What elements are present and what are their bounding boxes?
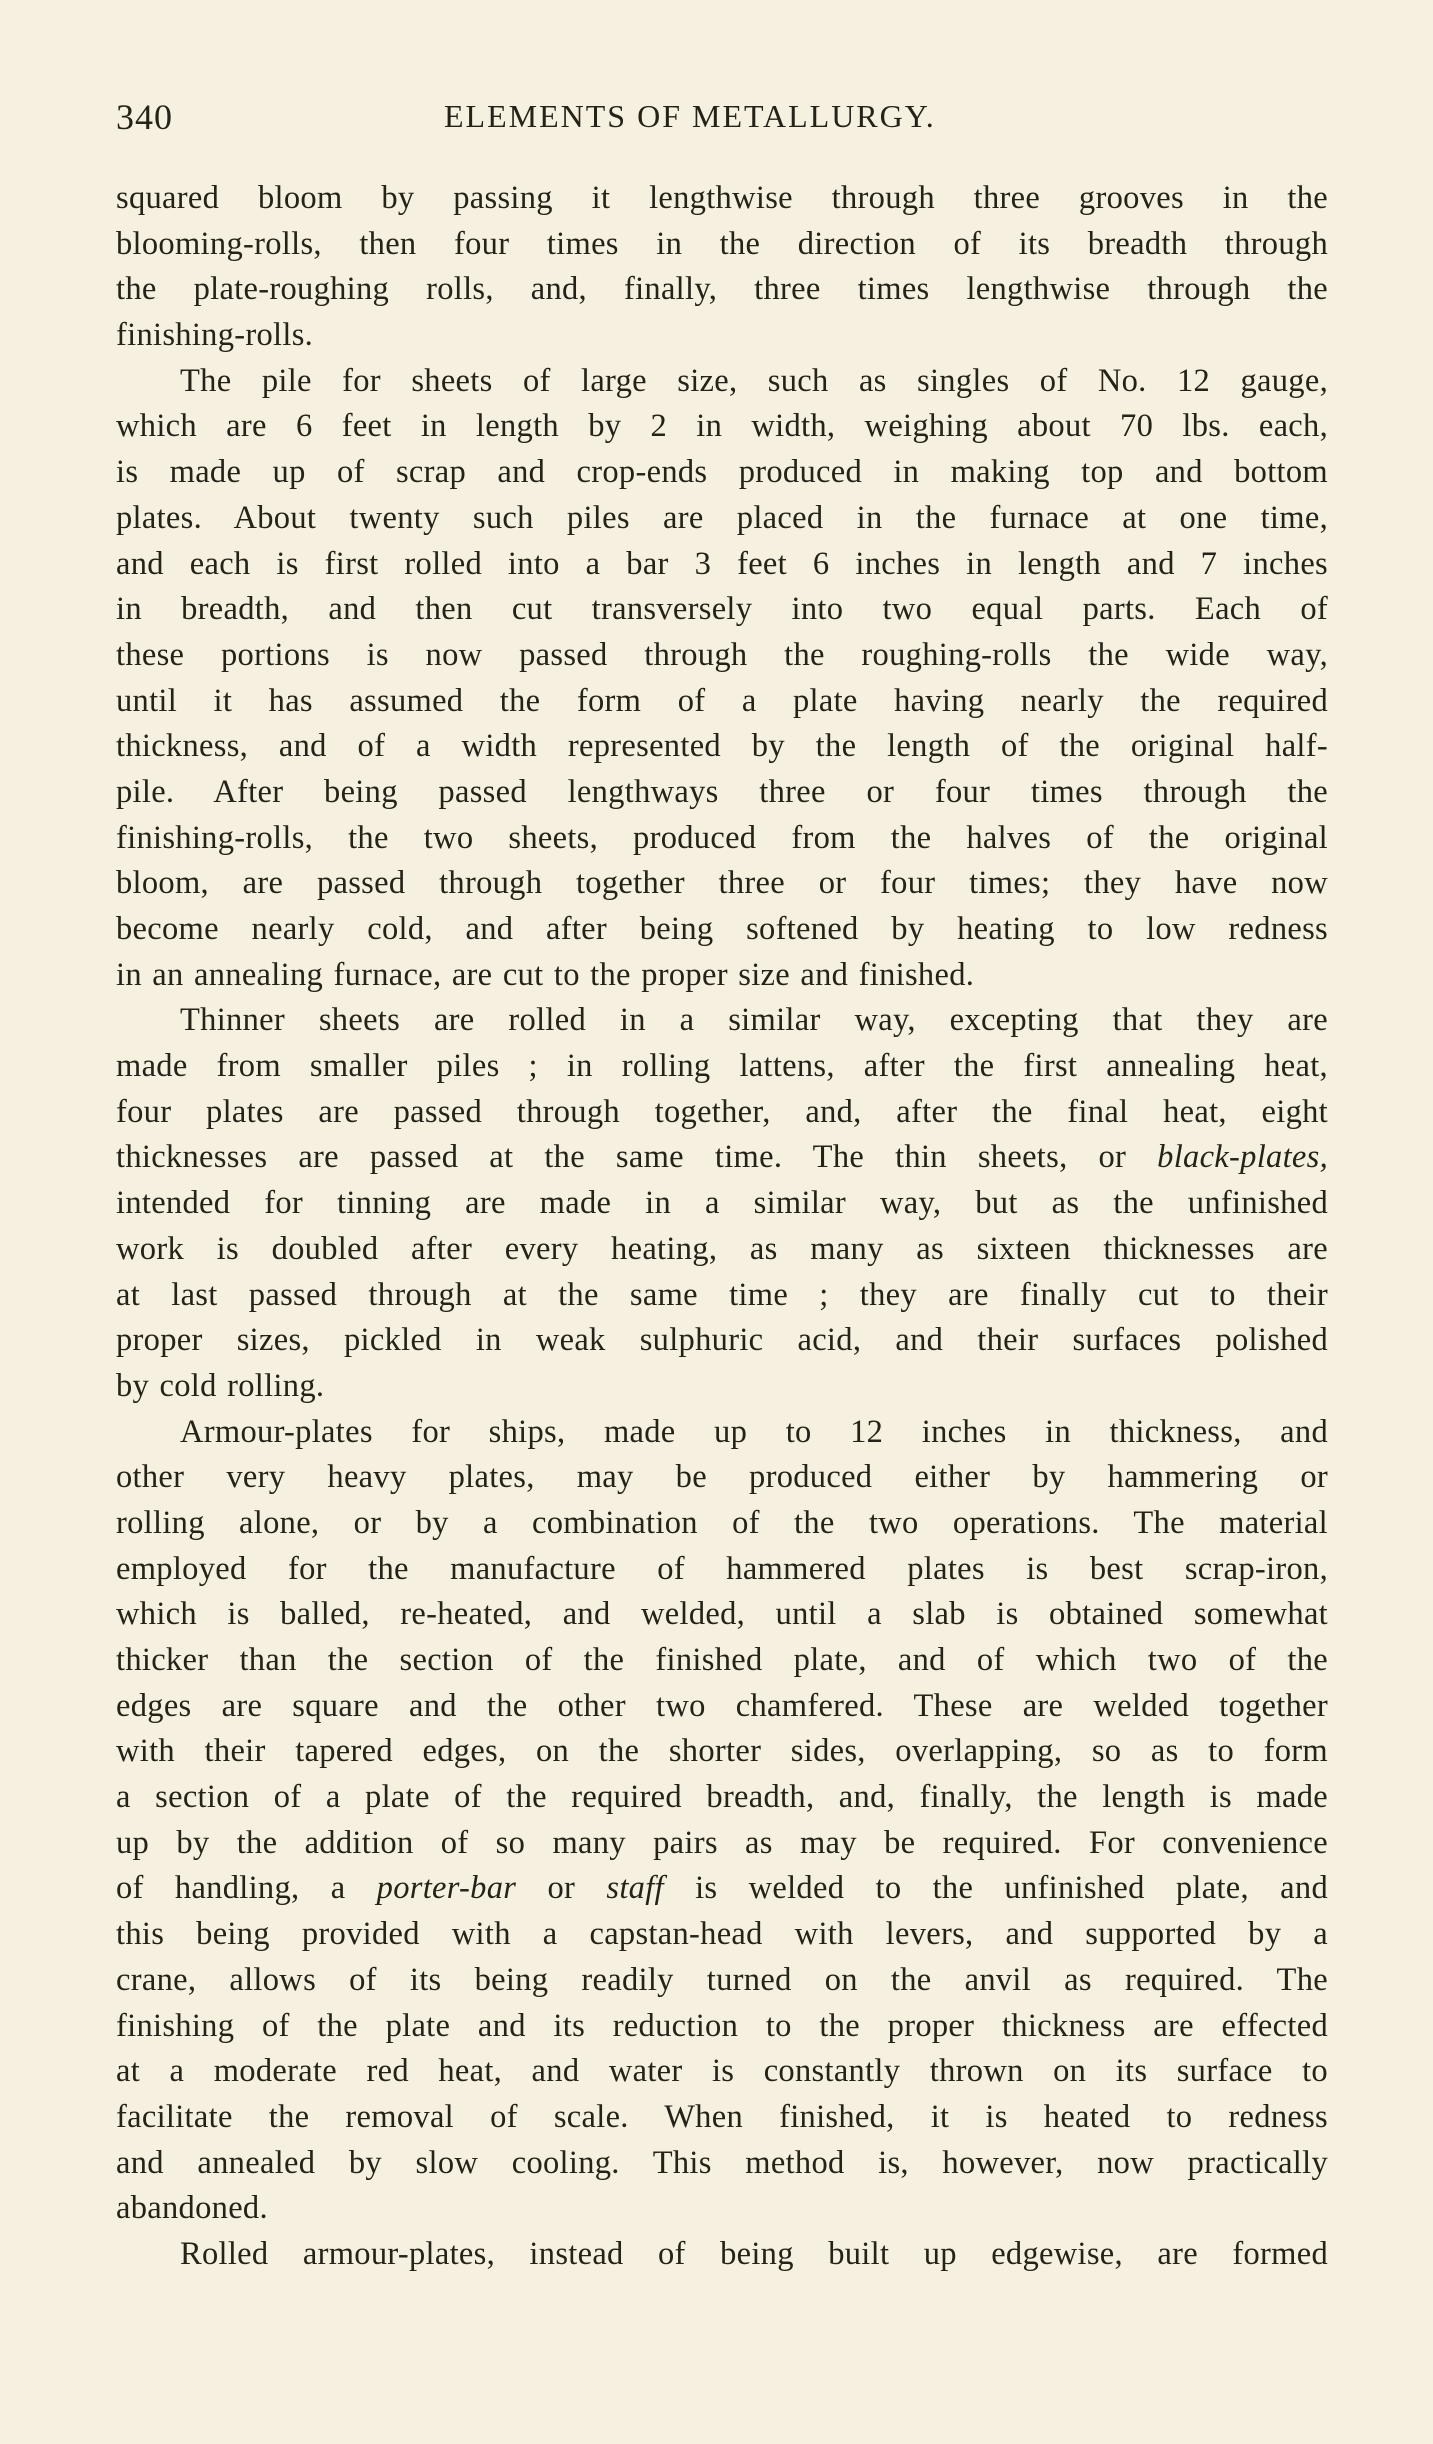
text-line: edges are square and the other two chamfered. These are welded together bbox=[116, 1687, 1328, 1724]
text-line bbox=[116, 1135, 1328, 1181]
text-line bbox=[116, 1866, 1328, 1912]
text-line: in an annealing furnace, are cut to the proper size and finished. bbox=[116, 956, 975, 993]
page-number: 340 bbox=[116, 97, 173, 137]
text-line: thickness, and of a width represented by the length of the original half- bbox=[116, 728, 1328, 765]
text-line: squared bloom by passing it lengthwise through three grooves in the bbox=[116, 180, 1328, 216]
text-line: is made up of scrap and crop-ends produced in making top and bottom bbox=[116, 454, 1328, 491]
italic-term: porter-bar bbox=[376, 1870, 517, 1907]
text-line: employed for the manufacture of hammered plates is best scrap-iron, bbox=[116, 1550, 1328, 1587]
text-line: four plates are passed through together, and, after the final heat, eight bbox=[116, 1093, 1328, 1130]
text-line: in breadth, and then cut transversely into two equal parts. Each of bbox=[116, 591, 1328, 628]
text-line: finishing-rolls. bbox=[116, 317, 314, 354]
body-text bbox=[116, 176, 1328, 2278]
text-line: made from smaller piles ; in rolling lattens, after the first annealing heat, bbox=[116, 1048, 1328, 1085]
text-line: crane, allows of its being readily turned on the anvil as required. The bbox=[116, 1961, 1328, 1998]
text-line: this being provided with a capstan-head with levers, and supported by a bbox=[116, 1916, 1328, 1953]
text-line: plates. About twenty such piles are placed in the furnace at one time, bbox=[116, 499, 1328, 536]
text-line: which is balled, re-heated, and welded, until a slab is obtained somewhat bbox=[116, 1596, 1328, 1633]
text-segment: or bbox=[516, 1870, 607, 1907]
text-segment: is welded to the unfinished plate, and bbox=[663, 1870, 1328, 1907]
text-line: facilitate the removal of scale. When finished, it is heated to redness bbox=[116, 2098, 1328, 2135]
text-line: up by the addition of so many pairs as may be required. For convenience bbox=[116, 1824, 1328, 1861]
page-header bbox=[116, 96, 1328, 136]
text-line: bloom, are passed through together three or four times; they have now bbox=[116, 865, 1328, 902]
text-line: a section of a plate of the required breadth, and, finally, the length is made bbox=[116, 1779, 1328, 1816]
text-line: intended for tinning are made in a similar way, but as the unfinished bbox=[116, 1185, 1328, 1222]
text-line: finishing of the plate and its reduction to the proper thickness are effected bbox=[116, 2007, 1328, 2044]
text-line: at a moderate red heat, and water is constantly thrown on its surface to bbox=[116, 2053, 1328, 2090]
running-title: ELEMENTS OF METALLURGY. bbox=[444, 98, 936, 134]
text-line: and annealed by slow cooling. This method is, however, now practically bbox=[116, 2144, 1328, 2181]
italic-term: black-plates, bbox=[1157, 1139, 1328, 1176]
text-line: Armour-plates for ships, made up to 12 inches in thickness, and bbox=[180, 1413, 1328, 1450]
text-line: with their tapered edges, on the shorter sides, overlapping, so as to form bbox=[116, 1733, 1328, 1770]
text-line: work is doubled after every heating, as many as sixteen thicknesses are bbox=[116, 1230, 1328, 1267]
text-line: thicker than the section of the finished plate, and of which two of the bbox=[116, 1642, 1328, 1678]
text-line: by cold rolling. bbox=[116, 1367, 325, 1404]
text-line: abandoned. bbox=[116, 2190, 268, 2227]
text-line: blooming-rolls, then four times in the direction of its breadth through bbox=[116, 225, 1328, 262]
text-line: pile. After being passed lengthways three or four times through the bbox=[116, 773, 1328, 810]
text-line: rolling alone, or by a combination of the two operations. The material bbox=[116, 1504, 1328, 1541]
text-line: other very heavy plates, may be produced either by hammering or bbox=[116, 1459, 1328, 1496]
text-segment: thicknesses are passed at the same time. The thin sheets, or bbox=[116, 1139, 1158, 1176]
text-line: The pile for sheets of large size, such as singles of No. 12 gauge, bbox=[180, 362, 1328, 399]
text-line: which are 6 feet in length by 2 in width, weighing about 70 lbs. each, bbox=[116, 408, 1328, 445]
text-line: at last passed through at the same time ; they are finally cut to their bbox=[116, 1276, 1328, 1313]
text-line: the plate-roughing rolls, and, finally, three times lengthwise through the bbox=[116, 271, 1328, 308]
text-segment: of handling, a bbox=[116, 1870, 377, 1907]
text-line: these portions is now passed through the roughing-rolls the wide way, bbox=[116, 636, 1328, 673]
text-line: proper sizes, pickled in weak sulphuric acid, and their surfaces polished bbox=[116, 1322, 1328, 1359]
text-line: become nearly cold, and after being softened by heating to low redness bbox=[116, 911, 1328, 947]
italic-term: staff bbox=[606, 1870, 664, 1907]
text-line: Rolled armour-plates, instead of being built up edgewise, are formed bbox=[180, 2235, 1328, 2272]
text-line: until it has assumed the form of a plate having nearly the required bbox=[116, 682, 1328, 719]
text-line: finishing-rolls, the two sheets, produced from the halves of the original bbox=[116, 819, 1328, 856]
text-line: and each is first rolled into a bar 3 feet 6 inches in length and 7 inches bbox=[116, 545, 1328, 582]
text-line: Thinner sheets are rolled in a similar way, excepting that they are bbox=[180, 1002, 1328, 1039]
